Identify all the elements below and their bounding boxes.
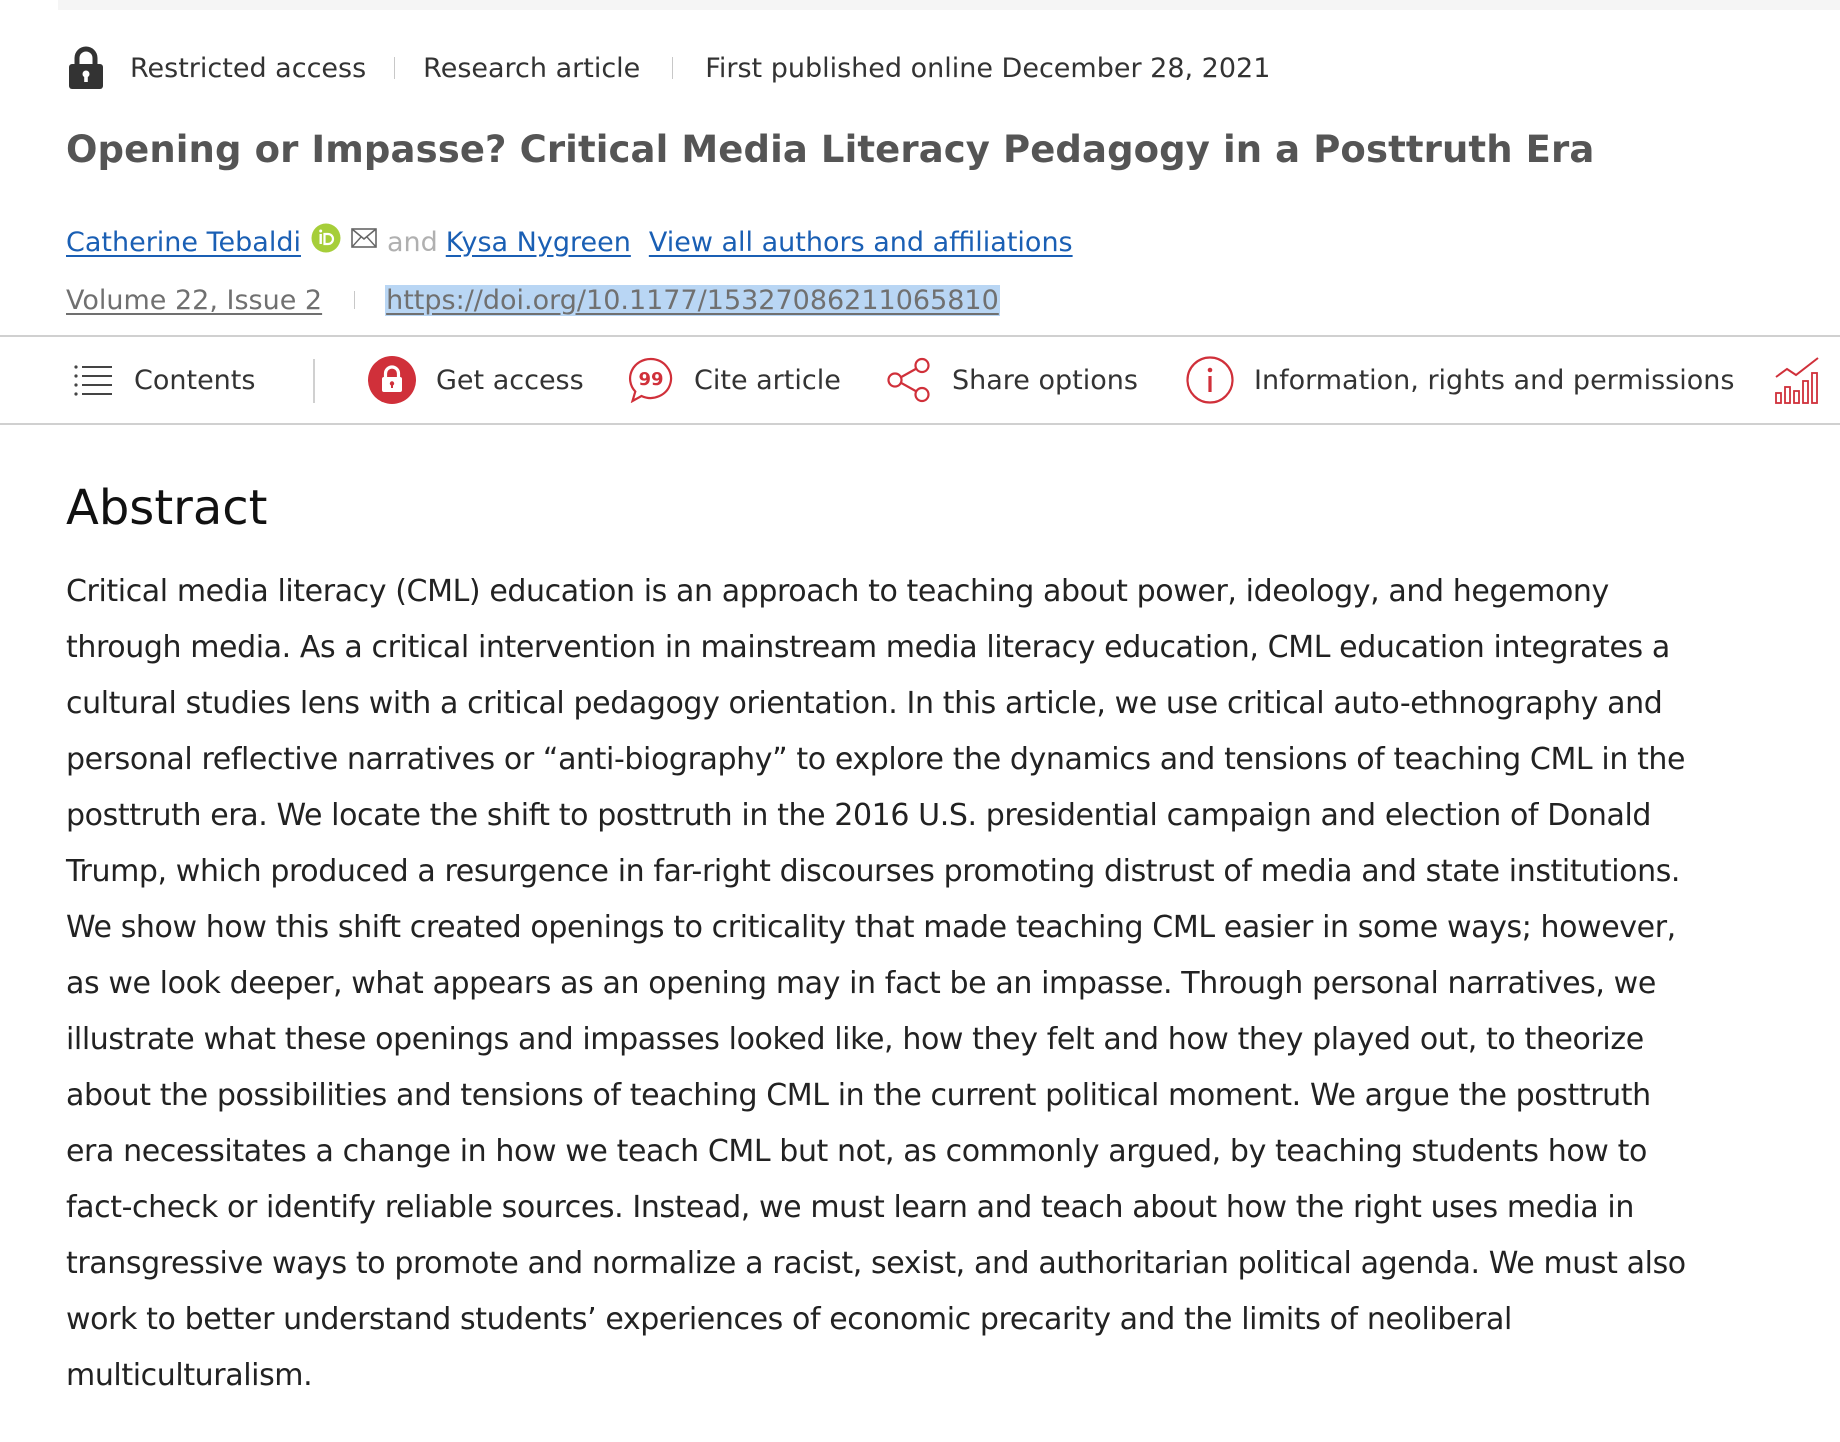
meta-divider <box>672 57 673 79</box>
article-toolbar <box>0 335 1840 425</box>
doi-link[interactable]: https://doi.org/10.1177/15327086211065810 <box>386 284 999 316</box>
abstract-heading: Abstract <box>66 480 268 536</box>
abstract-text: Critical media literacy (CML) education is an approach to teaching about power, ideology, and hegemony through media. As a critical intervention in mainstream media literacy education, CML education integrates a cultural studies lens with a critical pedagogy orientation. In this article, we use critical auto-ethnography and personal reflective narratives or “anti-biography” to explore the dynamics and tensions of teaching CML in the posttruth era. We locate the shift to posttruth in the 2016 U.S. presidential campaign and election of Donald Trump, which produced a resurgence in far-right discourses promoting distrust of media and state institutions. We show how this shift created openings to criticality that made teaching CML easier in some ways; however, as we look deeper, what appears as an opening may in fact be an impasse. Through personal narratives, we illustrate what these openings and impasses looked like, how they felt and how they played out, to theorize about the possibilities and tensions of teaching CML in the current political moment. We argue the posttruth era necessitates a change in how we teach CML but not, as commonly argued, by teaching students how to fact-check or identify reliable sources. Instead, we must learn and teach about how the right uses media in transgressive ways to promote and normalize a racist, sexist, and authoritarian political agenda. We must also work to better understand students’ experiences of economic precarity and the limits of neoliberal multiculturalism. <box>66 574 1686 1393</box>
get-access-label: Get access <box>436 364 584 396</box>
cite-article-label: Cite article <box>694 364 841 396</box>
svg-text:99: 99 <box>638 369 664 390</box>
cite-article-button[interactable] <box>628 337 841 423</box>
info-icon <box>1186 356 1234 404</box>
orcid-icon[interactable] <box>311 223 341 253</box>
view-all-authors-link[interactable]: View all authors and affiliations <box>648 226 1073 258</box>
get-access-button[interactable] <box>368 337 584 423</box>
information-rights-label: Information, rights and permissions <box>1254 364 1735 396</box>
publication-divider <box>354 291 355 309</box>
authors-row <box>66 220 1073 264</box>
author-link-nygreen[interactable]: Kysa Nygreen <box>445 226 631 258</box>
contents-button[interactable] <box>74 337 255 423</box>
toolbar-divider <box>313 359 315 403</box>
author-conjunction: and <box>386 226 438 258</box>
share-options-button[interactable] <box>886 337 1138 423</box>
author-link-tebaldi[interactable]: Catherine Tebaldi <box>66 226 301 258</box>
share-options-label: Share options <box>952 364 1138 396</box>
quote-bubble-icon <box>628 357 674 403</box>
mail-icon[interactable] <box>351 228 377 248</box>
volume-issue-link[interactable]: Volume 22, Issue 2 <box>66 284 323 316</box>
article-type: Research article <box>423 52 641 84</box>
metrics-button[interactable] <box>1774 337 1820 423</box>
share-icon <box>886 357 932 403</box>
bar-chart-icon <box>1774 355 1820 405</box>
lock-icon <box>68 46 104 90</box>
publication-date: First published online December 28, 2021 <box>705 52 1271 84</box>
access-status: Restricted access <box>130 52 367 84</box>
lock-circle-icon <box>368 356 416 404</box>
publication-info-row <box>66 278 1000 322</box>
list-icon <box>74 364 114 396</box>
top-strip <box>58 0 1840 10</box>
article-meta-row <box>68 44 1270 92</box>
article-title: Opening or Impasse? Critical Media Literacy Pedagogy in a Posttruth Era <box>66 128 1595 171</box>
information-rights-button[interactable] <box>1186 337 1734 423</box>
meta-divider <box>394 57 395 79</box>
contents-label: Contents <box>134 364 256 396</box>
